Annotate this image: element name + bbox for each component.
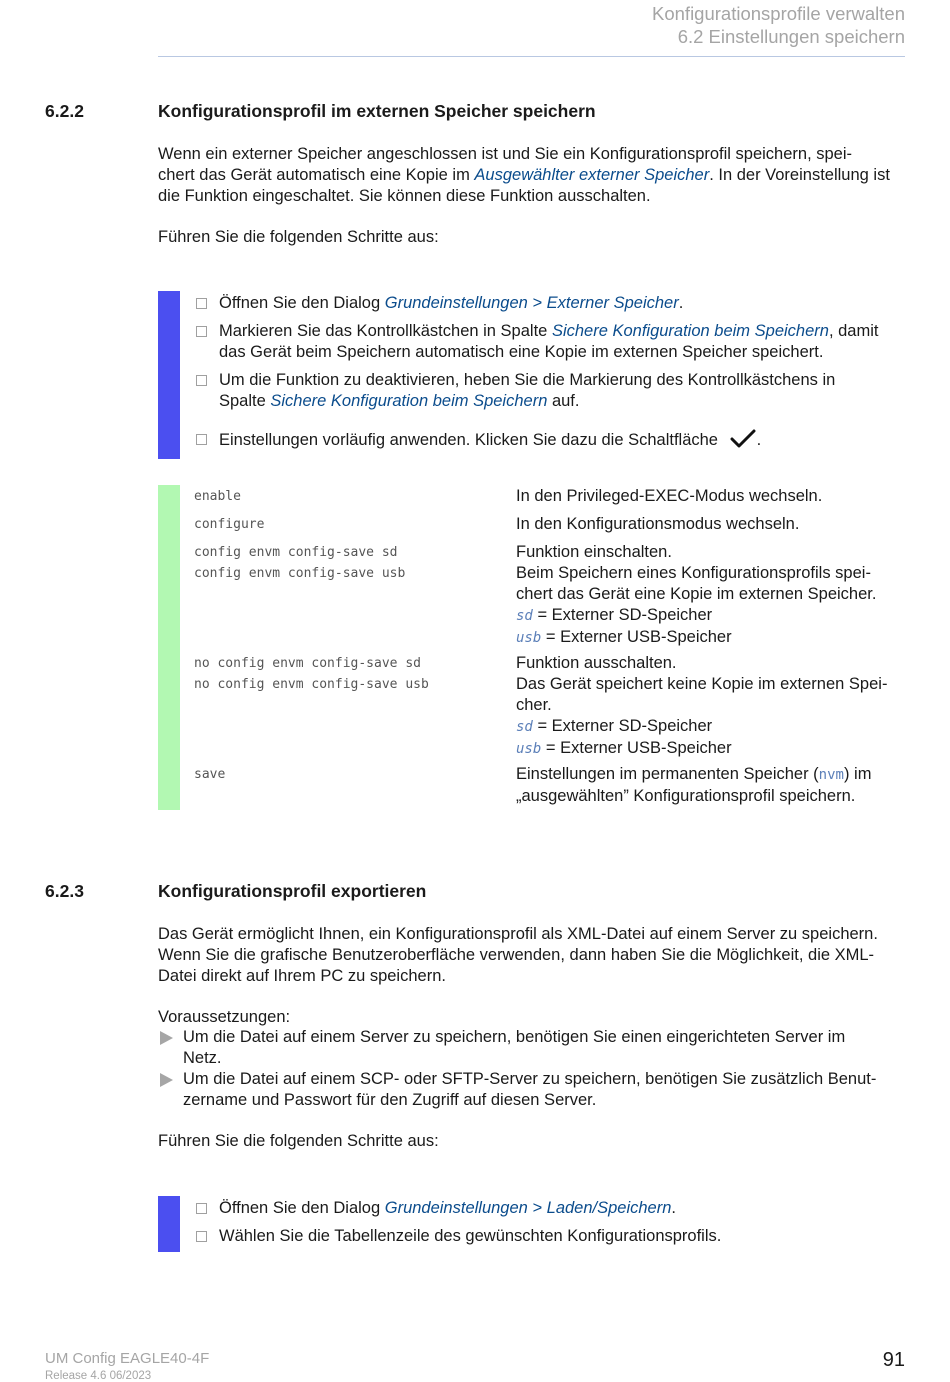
step-text: . (678, 294, 684, 312)
intro-text: . In der Voreinstellung ist (709, 166, 890, 184)
cli-marker-bar (158, 485, 180, 810)
prerequisite-item (183, 1069, 908, 1111)
step-text: , damit (828, 322, 879, 340)
desc-line: Funktion einschalten. (516, 543, 672, 561)
bullet-line: Um die Datei auf einem SCP- oder SFTP-Server zu speichern, benötigen Sie zusätzlich Benut- (183, 1070, 877, 1088)
desc-line: Einstellungen im permanenten Speicher ( (516, 765, 819, 783)
column-name-link: Sichere Konfiguration beim Speichern (551, 322, 829, 340)
footer-document-name: UM Config EAGLE40-4F (45, 1350, 210, 1367)
step-checkbox-icon (196, 298, 207, 309)
step-text: . (671, 1199, 676, 1217)
desc-line: = Externer SD-Speicher (532, 606, 713, 624)
desc-line: cher. (516, 696, 552, 714)
step-checkbox-icon (196, 434, 207, 445)
desc-line: „ausgewählten” Konfigurationsprofil speichern. (516, 787, 856, 805)
desc-line: Das Gerät speichert keine Kopie im externen Spei- (516, 675, 888, 693)
column-name-link: Sichere Konfiguration beim Speichern (270, 392, 548, 410)
step-text: Öffnen Sie den Dialog (219, 294, 385, 312)
cli-command: enable (194, 489, 241, 504)
footer-release: Release 4.6 06/2023 (45, 1370, 152, 1382)
ui-reference-link: Ausgewählter externer Speicher (474, 166, 710, 184)
intro-line: die Funktion eingeschaltet. Sie können diese Funktion ausschalten. (158, 187, 651, 205)
cli-command: no config envm config-save sd (194, 656, 421, 671)
section-title: Konfigurationsprofil im externen Speicher speichern (158, 101, 596, 121)
step-text: Markieren Sie das Kontrollkästchen in Spalte (219, 322, 552, 340)
steps-marker-bar (158, 291, 180, 459)
running-header-chapter: Konfigurationsprofile verwalten (652, 3, 905, 24)
cli-description (516, 764, 911, 807)
cli-command: config envm config-save sd (194, 545, 398, 560)
bullet-line: Netz. (183, 1049, 222, 1067)
step-item (219, 370, 909, 412)
section-number: 6.2.3 (45, 881, 84, 901)
bullet-arrow-icon (160, 1073, 173, 1087)
prerequisites-title: Voraussetzungen: (158, 1008, 291, 1026)
cli-command: configure (194, 517, 265, 532)
step-text: Spalte (219, 392, 271, 410)
cli-command-group (194, 542, 405, 584)
cli-description: In den Konfigurationsmodus wechseln. (516, 515, 800, 533)
cli-command-group (194, 653, 429, 695)
section-title: Konfigurationsprofil exportieren (158, 881, 427, 901)
step-checkbox-icon (196, 326, 207, 337)
steps-intro: Führen Sie die folgenden Schritte aus: (158, 1132, 439, 1150)
desc-line: ) im (843, 765, 872, 783)
intro-line (158, 165, 906, 186)
prerequisite-item (183, 1027, 908, 1069)
cli-command: no config envm config-save usb (194, 677, 429, 692)
param-keyword: sd (516, 719, 533, 735)
steps-intro: Führen Sie die folgenden Schritte aus: (158, 228, 439, 246)
step-checkbox-icon (196, 375, 207, 386)
checkmark-icon (729, 429, 757, 449)
cli-description (516, 653, 911, 760)
cli-description (516, 542, 911, 649)
steps-marker-bar (158, 1196, 180, 1252)
cli-command: config envm config-save usb (194, 566, 406, 581)
step-item (219, 321, 909, 363)
step-text: . (756, 431, 762, 449)
desc-line: = Externer USB-Speicher (541, 739, 732, 757)
intro-text: chert das Gerät automatisch eine Kopie im (158, 166, 475, 184)
step-checkbox-icon (196, 1231, 207, 1242)
desc-line: = Externer SD-Speicher (532, 717, 713, 735)
intro-line: Datei direkt auf Ihrem PC zu speichern. (158, 967, 446, 985)
page-number: 91 (882, 1349, 905, 1371)
dialog-path-link: Grundeinstellungen > Laden/Speichern (384, 1199, 672, 1217)
step-text: auf. (547, 392, 580, 410)
cli-command: save (194, 767, 226, 782)
intro-line: Das Gerät ermöglicht Ihnen, ein Konfigurationsprofil als XML-Datei auf einem Server zu speichern. (158, 925, 878, 943)
section-intro (158, 144, 906, 207)
intro-line: Wenn Sie die grafische Benutzeroberfläche verwenden, dann haben Sie die Möglichkeit, die XML- (158, 946, 875, 964)
step-item (219, 1198, 909, 1219)
desc-line: = Externer USB-Speicher (541, 628, 732, 646)
step-item: Wählen Sie die Tabellenzeile des gewünschten Konfigurationsprofils. (219, 1227, 722, 1245)
step-item (219, 429, 909, 451)
bullet-arrow-icon (160, 1031, 173, 1045)
step-text: das Gerät beim Speichern automatisch eine Kopie im externen Speicher speichert. (219, 343, 824, 361)
cli-description: In den Privileged-EXEC-Modus wechseln. (516, 487, 823, 505)
dialog-path-link: Grundeinstellungen > Externer Speicher (384, 294, 679, 312)
desc-line: chert das Gerät eine Kopie im externen Speicher. (516, 585, 877, 603)
param-keyword: usb (516, 741, 542, 757)
desc-line: Beim Speichern eines Konfigurationsprofils spei- (516, 564, 871, 582)
intro-line: Wenn ein externer Speicher angeschlossen ist und Sie ein Konfigurationsprofil speichern, spei- (158, 145, 853, 163)
step-checkbox-icon (196, 1203, 207, 1214)
header-rule (158, 56, 905, 57)
desc-line: Funktion ausschalten. (516, 654, 677, 672)
param-keyword: nvm (818, 767, 844, 783)
section-intro (158, 924, 906, 987)
bullet-line: zername und Passwort für den Zugriff auf diesen Server. (183, 1091, 597, 1109)
step-text: Öffnen Sie den Dialog (219, 1199, 385, 1217)
step-item (219, 293, 909, 314)
step-text: Um die Funktion zu deaktivieren, heben Sie die Markierung des Kontrollkästchens in (219, 371, 836, 389)
running-header-section: 6.2 Einstellungen speichern (677, 26, 905, 47)
param-keyword: sd (516, 608, 533, 624)
param-keyword: usb (516, 630, 542, 646)
step-text: Einstellungen vorläufig anwenden. Klicken Sie dazu die Schaltfläche (219, 431, 718, 449)
section-number: 6.2.2 (45, 101, 84, 121)
bullet-line: Um die Datei auf einem Server zu speichern, benötigen Sie einen eingerichteten Server im (183, 1028, 846, 1046)
